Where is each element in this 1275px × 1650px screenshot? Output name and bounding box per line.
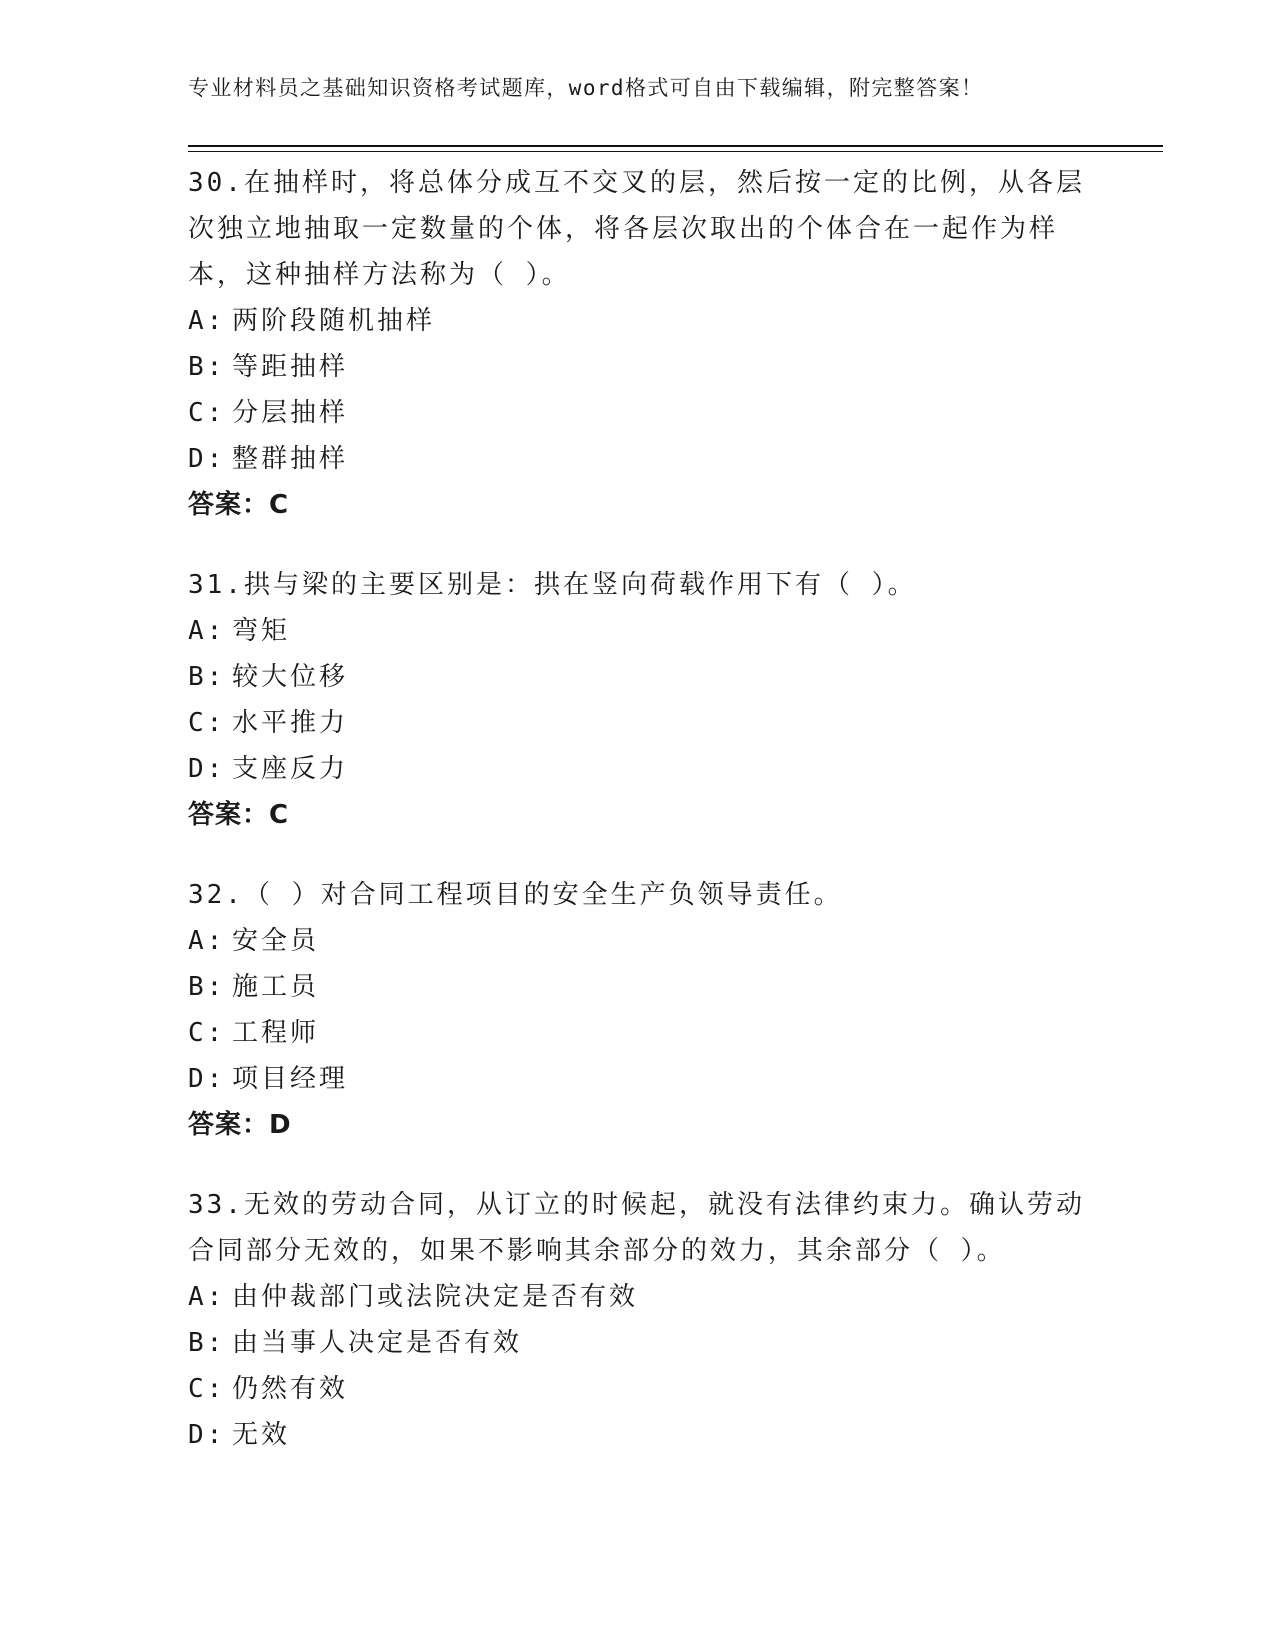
option-letter: C: [188,708,226,738]
question-number: 30. [188,168,244,198]
question-33 [188,1182,1088,1458]
option-text: 安全员 [232,926,320,956]
option-text: 较大位移 [232,662,349,692]
question-stem [188,160,1088,298]
option-text: 无效 [232,1420,291,1450]
answer: 答案：C [188,490,290,520]
option-d [188,1412,1088,1458]
option-letter: B: [188,662,226,692]
question-30 [188,160,1088,528]
question-stem [188,872,1088,918]
option-d [188,1056,1088,1102]
question-number: 31. [188,570,244,600]
option-c [188,700,1088,746]
question-list [188,160,1088,1492]
option-b [188,964,1088,1010]
option-text: 整群抽样 [232,444,349,474]
option-c [188,1366,1088,1412]
option-a [188,1274,1088,1320]
option-a [188,298,1088,344]
option-text: 等距抽样 [232,352,349,382]
option-text: 施工员 [232,972,320,1002]
option-text: 弯矩 [232,616,291,646]
option-a [188,608,1088,654]
answer: 答案：D [188,1110,292,1140]
option-text: 由仲裁部门或法院决定是否有效 [232,1282,639,1312]
option-letter: A: [188,306,226,336]
question-number: 32. [188,880,244,910]
option-letter: A: [188,616,226,646]
answer: 答案：C [188,800,290,830]
option-letter: C: [188,398,226,428]
question-number: 33. [188,1190,244,1220]
option-letter: B: [188,1328,226,1358]
option-text: 支座反力 [232,754,349,784]
question-stem [188,1182,1088,1274]
question-text: 拱与梁的主要区别是：拱在竖向荷载作用下有（ ）。 [243,570,917,600]
page-header: 专业材料员之基础知识资格考试题库，word格式可自由下载编辑，附完整答案！ [188,76,984,100]
option-text: 水平推力 [232,708,349,738]
option-b [188,344,1088,390]
option-c [188,1010,1088,1056]
question-text: （ ）对合同工程项目的安全生产负领导责任。 [243,880,843,910]
option-letter: B: [188,972,226,1002]
option-d [188,746,1088,792]
question-31 [188,562,1088,838]
option-text: 由当事人决定是否有效 [232,1328,523,1358]
option-text: 两阶段随机抽样 [232,306,436,336]
question-stem [188,562,1088,608]
option-letter: D: [188,754,226,784]
option-text: 仍然有效 [232,1374,349,1404]
header-divider [188,145,1163,152]
option-text: 分层抽样 [232,398,349,428]
option-text: 工程师 [232,1018,320,1048]
question-text: 无效的劳动合同，从订立的时候起，就没有法律约束力。确认劳动合同部分无效的，如果不影响其余部分的效力，其余部分（ ）。 [188,1190,1085,1266]
option-b [188,1320,1088,1366]
option-letter: A: [188,926,226,956]
option-c [188,390,1088,436]
option-letter: C: [188,1374,226,1404]
question-text: 在抽样时，将总体分成互不交叉的层，然后按一定的比例，从各层次独立地抽取一定数量的个体，将各层次取出的个体合在一起作为样本，这种抽样方法称为（ ）。 [188,168,1085,290]
option-d [188,436,1088,482]
option-letter: D: [188,1420,226,1450]
option-text: 项目经理 [232,1064,349,1094]
option-letter: A: [188,1282,226,1312]
question-32 [188,872,1088,1148]
option-a [188,918,1088,964]
option-letter: D: [188,1064,226,1094]
option-b [188,654,1088,700]
option-letter: D: [188,444,226,474]
option-letter: B: [188,352,226,382]
option-letter: C: [188,1018,226,1048]
